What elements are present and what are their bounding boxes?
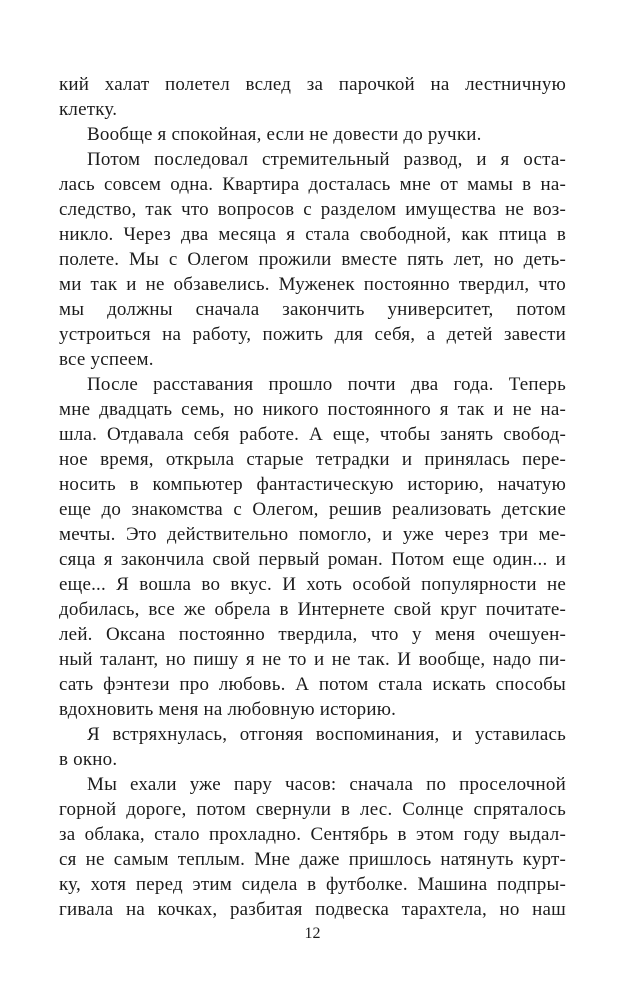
text-line: Мы ехали уже пару часов: сначала по проселочной: [87, 774, 566, 795]
text-line: ся не самым теплым. Мне даже пришлось натянуть курт-: [59, 849, 566, 870]
text-line: сать фэнтези про любовь. А потом стала искать способы: [59, 674, 566, 695]
text-line: гивала на кочках, разбитая подвеска тарахтела, но наш: [59, 899, 566, 920]
text-line: мне двадцать семь, но никого постоянного я так и не на-: [59, 399, 566, 420]
page-number: 12: [304, 925, 321, 942]
text-line: носить в компьютер фантастическую историю, начатую: [59, 474, 566, 495]
text-line: никло. Через два месяца я стала свободной, как птица в: [59, 224, 566, 245]
text-line: сяца я закончила свой первый роман. Потом еще один... и: [59, 549, 566, 570]
text-line: в окно.: [59, 749, 118, 770]
text-line: Потом последовал стремительный развод, и я оста-: [87, 149, 566, 170]
text-line: кий халат полетел вслед за парочкой на лестничную: [59, 74, 566, 95]
text-line: ку, хотя перед этим сидела в футболке. Машина подпры-: [59, 874, 566, 895]
text-line: полете. Мы с Олегом прожили вместе пять лет, но деть-: [59, 249, 566, 270]
page-text: [59, 72, 566, 922]
text-line: все успеем.: [59, 349, 154, 370]
text-line: добилась, все же обрела в Интернете свой круг почитате-: [59, 599, 566, 620]
text-line: После расставания прошло почти два года. Теперь: [87, 374, 566, 395]
text-line: ми так и не обзавелись. Муженек постоянно твердил, что: [59, 274, 566, 295]
text-line: вдохновить меня на любовную историю.: [59, 699, 397, 720]
text-line: следство, так что вопросов с разделом имущества не воз-: [59, 199, 566, 220]
text-line: лей. Оксана постоянно твердила, что у меня очешуен-: [59, 624, 566, 645]
text-line: шла. Отдавала себя работе. А еще, чтобы занять свобод-: [59, 424, 566, 445]
text-line: еще до знакомства с Олегом, решив реализовать детские: [59, 499, 566, 520]
text-line: Я встряхнулась, отгоняя воспоминания, и уставилась: [87, 724, 566, 745]
text-line: ное время, открыла старые тетрадки и принялась пере-: [59, 449, 566, 470]
text-line: лась совсем одна. Квартира досталась мне от мамы в на-: [59, 174, 566, 195]
text-line: мы должны сначала закончить университет, потом: [59, 299, 566, 320]
text-line: за облака, стало прохладно. Сентябрь в этом году выдал-: [59, 824, 566, 845]
text-line: клетку.: [59, 99, 118, 120]
text-line: мечты. Это действительно помогло, и уже через три ме-: [59, 524, 566, 545]
text-line: горной дороге, потом свернули в лес. Солнце спряталось: [59, 799, 566, 820]
text-line: ный талант, но пишу я не то и не так. И вообще, надо пи-: [59, 649, 566, 670]
text-line: устроиться на работу, пожить для себя, а детей завести: [59, 324, 566, 345]
text-line: Вообще я спокойная, если не довести до ручки.: [87, 124, 482, 145]
text-line: еще... Я вошла во вкус. И хоть особой популярности не: [59, 574, 566, 595]
